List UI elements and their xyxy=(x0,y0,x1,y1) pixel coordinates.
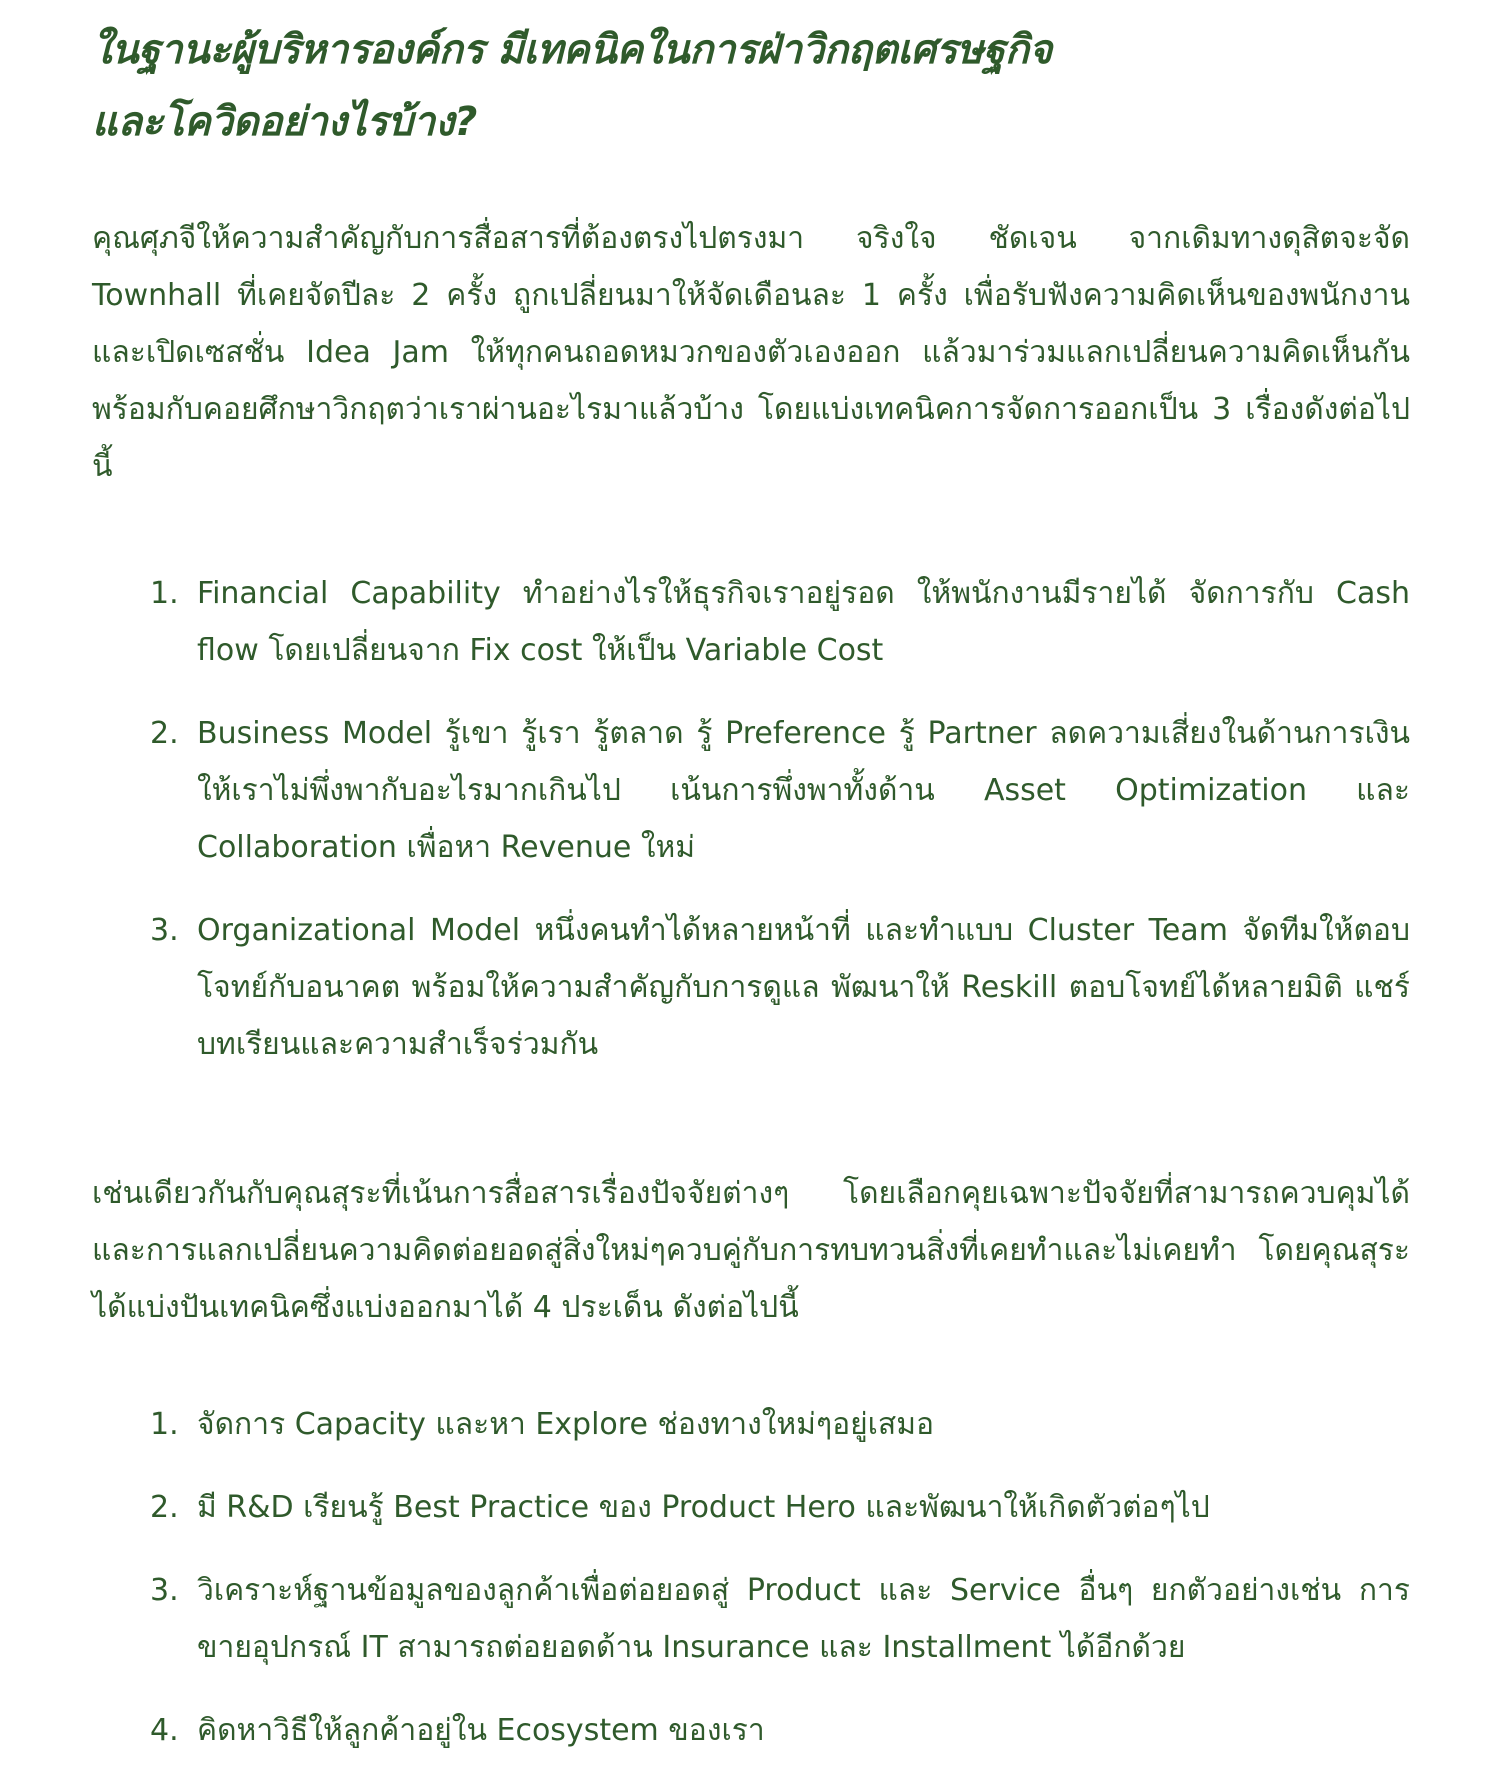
list-number: 2. xyxy=(150,716,179,751)
list-item xyxy=(92,705,1410,876)
management-techniques-list xyxy=(92,565,1410,1073)
list-item-text: จัดการ Capacity และหา Explore ช่องทางใหม่ๆอยู่เสมอ xyxy=(197,1407,935,1442)
section-spacer xyxy=(92,1099,1410,1165)
heading-line-1: ในฐานะผู้บริหารองค์กร มีเทคนิคในการฝ่าวิกฤตเศรษฐกิจ xyxy=(92,27,1052,73)
list-item-text: Business Model รู้เขา รู้เรา รู้ตลาด รู้ Preference รู้ Partner ลดความเสี่ยงในด้านการเงิน ให้เราไม่พึ่งพากับอะไรมากเกินไป เน้นการพึ่งพาทั้งด้าน Asset Optimization และ Collaboration เพื่อหา Revenue ใหม่ xyxy=(197,716,1410,865)
list-item xyxy=(92,902,1410,1073)
list-number: 3. xyxy=(150,913,179,948)
list-item xyxy=(92,1562,1410,1676)
list-number: 2. xyxy=(150,1490,179,1525)
list-number: 4. xyxy=(150,1713,179,1748)
list-item xyxy=(92,565,1410,679)
list-item-text: คิดหาวิธีให้ลูกค้าอยู่ใน Ecosystem ของเรา xyxy=(197,1713,765,1748)
list-item-text: วิเคราะห์ฐานข้อมูลของลูกค้าเพื่อต่อยอดสู่ Product และ Service อื่นๆ ยกตัวอย่างเช่น การขายอุปกรณ์ IT สามารถต่อยอดด้าน Insurance และ Installment ได้อีกด้วย xyxy=(197,1573,1410,1665)
list-item-text: มี R&D เรียนรู้ Best Practice ของ Product Hero และพัฒนาให้เกิดตัวต่อๆไป xyxy=(197,1490,1210,1525)
heading-line-2: และโควิดอย่างไรบ้าง? xyxy=(92,99,477,145)
list-item-text: Organizational Model หนึ่งคนทำได้หลายหน้าที่ และทำแบบ Cluster Team จัดทีมให้ตอบโจทย์กับอนาคต พร้อมให้ความสำคัญกับการดูแล พัฒนาให้ Reskill ตอบโจทย์ได้หลายมิติ แชร์บทเรียนและความสำเร็จร่วมกัน xyxy=(197,913,1410,1062)
strategy-points-list xyxy=(92,1396,1410,1759)
list-item-text: Financial Capability ทำอย่างไรให้ธุรกิจเราอยู่รอด ให้พนักงานมีรายได้ จัดการกับ Cash flow โดยเปลี่ยนจาก Fix cost ให้เป็น Variable Cost xyxy=(197,576,1410,668)
list-number: 1. xyxy=(150,1407,179,1442)
list-number: 3. xyxy=(150,1573,179,1608)
list-item xyxy=(92,1479,1410,1536)
article-heading xyxy=(92,14,1410,158)
article-body xyxy=(92,14,1410,1785)
second-paragraph: เช่นเดียวกันกับคุณสุระที่เน้นการสื่อสารเรื่องปัจจัยต่างๆ โดยเลือกคุยเฉพาะปัจจัยที่สามารถควบคุมได้และการแลกเปลี่ยนความคิดต่อยอดสู่สิ่งใหม่ๆควบคู่กับการทบทวนสิ่งที่เคยทำและไม่เคยทำ โดยคุณสุระได้แบ่งปันเทคนิคซึ่งแบ่งออกมาได้ 4 ประเด็น ดังต่อไปนี้ xyxy=(92,1176,1410,1325)
list-item xyxy=(92,1396,1410,1453)
intro-paragraph: คุณศุภจีให้ความสำคัญกับการสื่อสารที่ต้องตรงไปตรงมา จริงใจ ชัดเจน จากเดิมทางดุสิตจะจัด Townhall ที่เคยจัดปีละ 2 ครั้ง ถูกเปลี่ยนมาให้จัดเดือนละ 1 ครั้ง เพื่อรับฟังความคิดเห็นของพนักงานและเปิดเซสชั่น Idea Jam ให้ทุกคนถอดหมวกของตัวเองออก แล้วมาร่วมแลกเปลี่ยนความคิดเห็นกัน พร้อมกับคอยศึกษาวิกฤตว่าเราผ่านอะไรมาแล้วบ้าง โดยแบ่งเทคนิคการจัดการออกเป็น 3 เรื่องดังต่อไปนี้ xyxy=(92,221,1410,484)
list-number: 1. xyxy=(150,576,179,611)
list-item xyxy=(92,1702,1410,1759)
